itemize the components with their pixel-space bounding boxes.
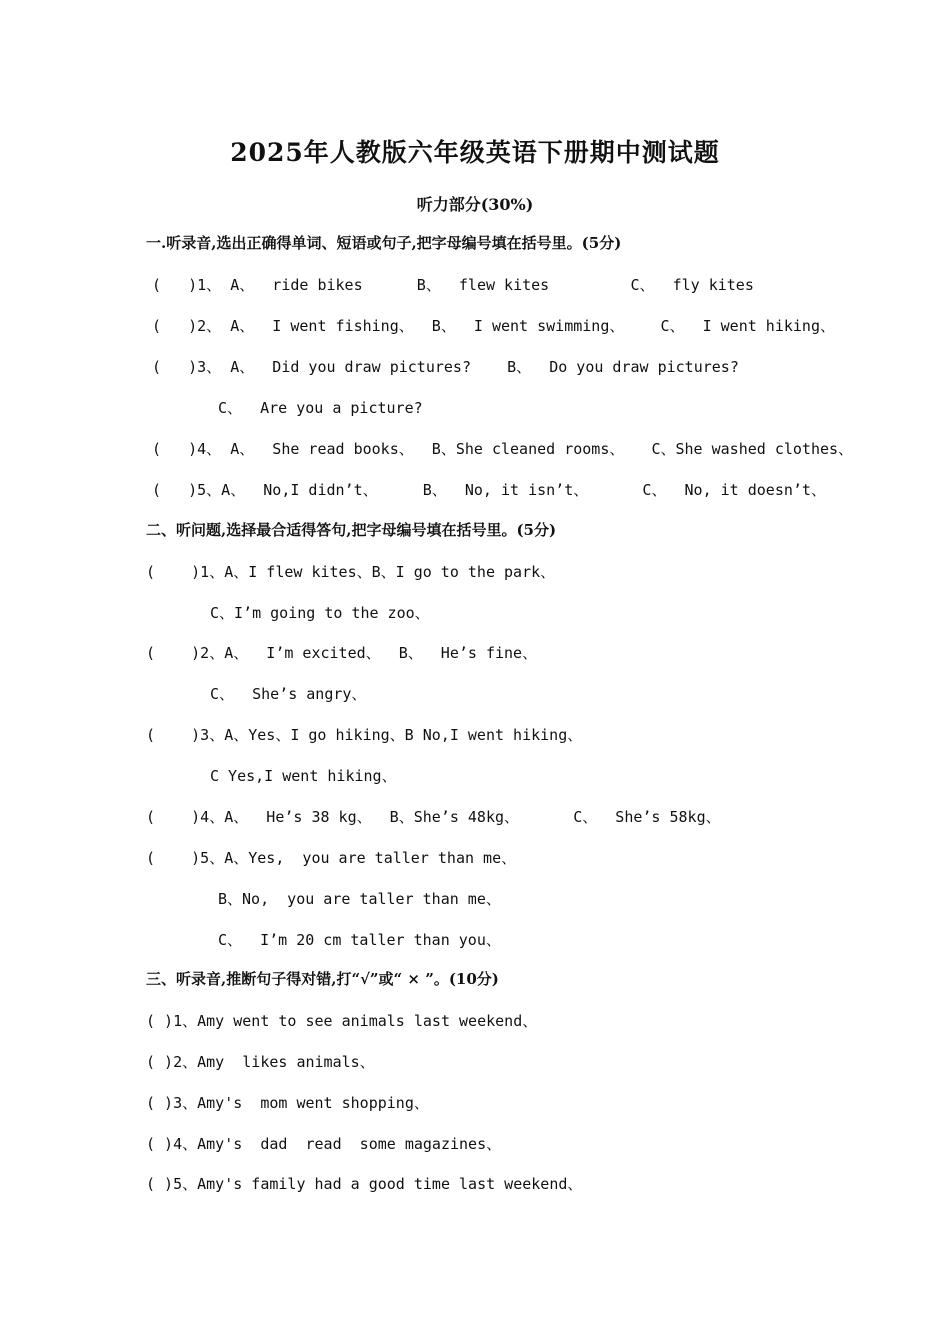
question-line: ( )3、A、Yes、I go hiking、B No,I went hiking、 xyxy=(146,726,583,744)
question-line: ( )4、Amy's dad read some magazines、 xyxy=(146,1135,502,1153)
question-line: ( )2、Amy likes animals、 xyxy=(146,1053,375,1071)
question-line: C Yes,I went hiking、 xyxy=(210,767,397,785)
section-1-heading: 一.听录音,选出正确得单词、短语或句子,把字母编号填在括号里。(5分) xyxy=(146,234,622,252)
question-line: ( )3、 A、 Did you draw pictures? B、 Do you draw pictures? xyxy=(152,358,739,376)
question-line: C、 I’m 20 cm taller than you、 xyxy=(218,931,501,949)
question-line: ( )4、A、 He’s 38 kg、 B、She’s 48kg、 C、 She’s 58kg、 xyxy=(146,808,721,826)
question-line: C、 Are you a picture? xyxy=(218,399,423,417)
question-line: ( )3、Amy's mom went shopping、 xyxy=(146,1094,429,1112)
question-line: ( )5、A、 No,I didn’t、 B、 No, it isn’t、 C、 No, it doesn’t、 xyxy=(152,481,826,499)
page-subtitle: 听力部分(30%) xyxy=(416,195,534,214)
question-line: ( )5、Amy's family had a good time last weekend、 xyxy=(146,1175,583,1193)
section-3-heading: 三、听录音,推断句子得对错,打“√”或“ × ”。(10分) xyxy=(146,970,499,988)
question-line: ( )2、A、 I’m excited、 B、 He’s fine、 xyxy=(146,644,538,662)
question-line: ( )1、A、I flew kites、B、I go to the park、 xyxy=(146,563,556,581)
question-line: ( )2、 A、 I went fishing、 B、 I went swimming、 C、 I went hiking、 xyxy=(152,317,835,335)
section-2-heading: 二、听问题,选择最合适得答句,把字母编号填在括号里。(5分) xyxy=(146,521,557,539)
question-line: B、No, you are taller than me、 xyxy=(218,890,501,908)
question-line: ( )1、Amy went to see animals last weekend、 xyxy=(146,1012,538,1030)
question-line: C、I’m going to the zoo、 xyxy=(210,604,430,622)
question-line: C、 She’s angry、 xyxy=(210,685,367,703)
question-line: ( )5、A、Yes, you are taller than me、 xyxy=(146,849,517,867)
question-line: ( )1、 A、 ride bikes B、 flew kites C、 fly kites xyxy=(152,276,754,294)
page-title: 2025年人教版六年级英语下册期中测试题 xyxy=(230,138,720,167)
question-line: ( )4、 A、 She read books、 B、She cleaned rooms、 C、She washed clothes、 xyxy=(152,440,854,458)
